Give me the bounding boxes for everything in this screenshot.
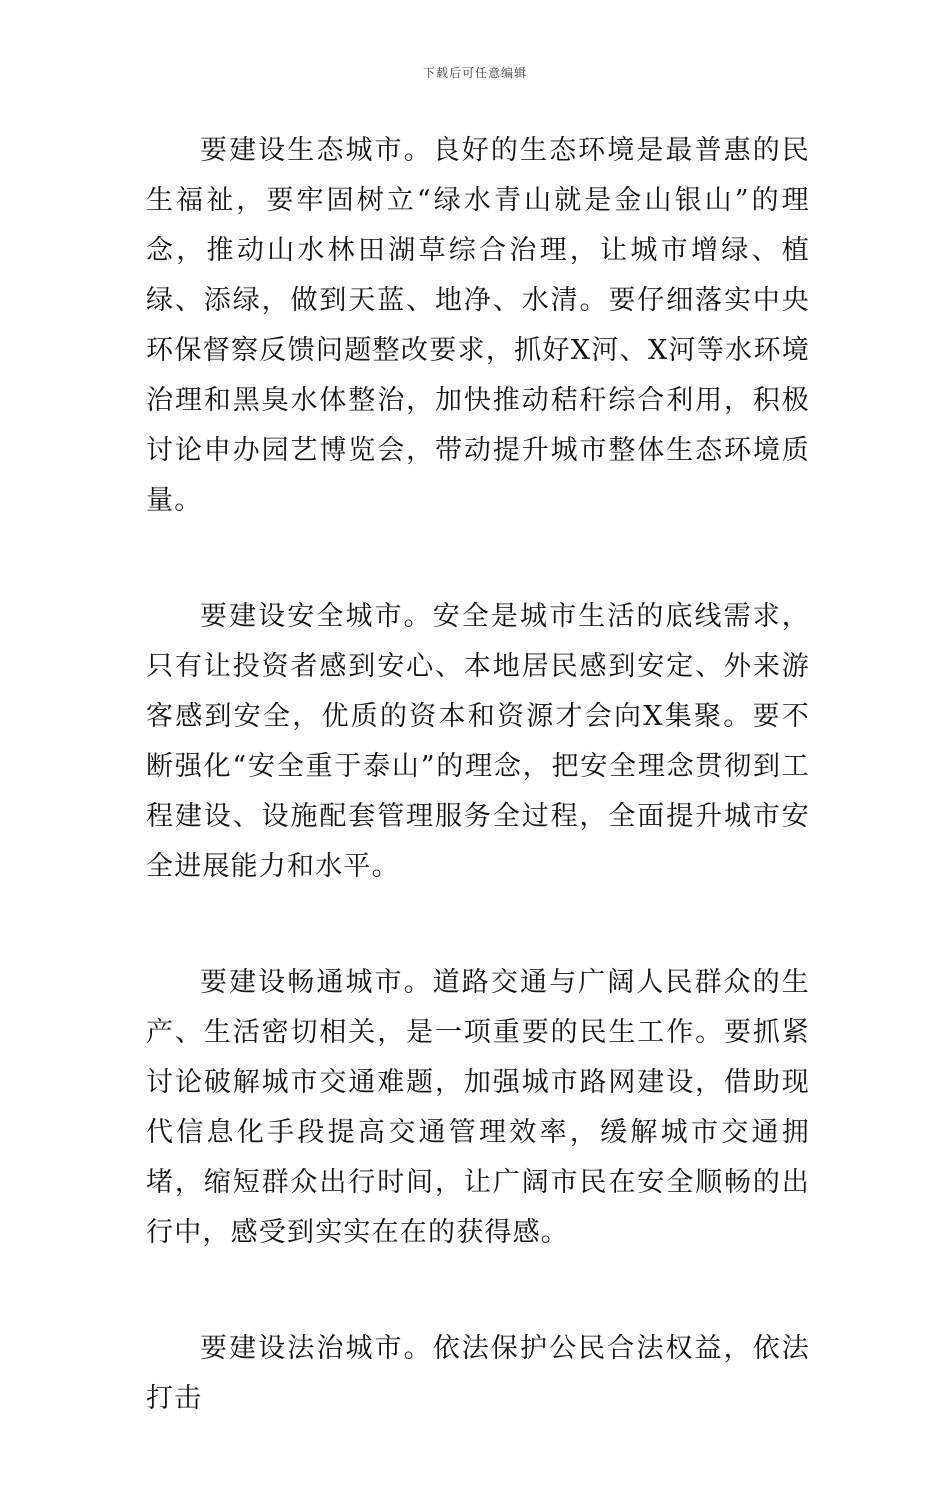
paragraph-smooth-city: 要建设畅通城市。道路交通与广阔人民群众的生产、生活密切相关，是一项重要的民生工作。要抓紧讨论破解城市交通难题，加强城市路网建设，借助现代信息化手段提高交通管理效率，缓解城市交通拥堵，缩短群众出行时间，让广阔市民在安全顺畅的出行中，感受到实实在在的获得感。 xyxy=(146,967,810,1248)
paragraph-rule-of-law-city: 要建设法治城市。依法保护公民合法权益，依法打击 xyxy=(146,1333,810,1414)
page-header: 下载后可任意编辑 xyxy=(422,66,527,80)
document-body xyxy=(146,126,810,1490)
paragraph-ecological-city: 要建设生态城市。良好的生态环境是最普惠的民生福祉，要牢固树立“绿水青山就是金山银山”的理念，推动山水林田湖草综合治理，让城市增绿、植绿、添绿，做到天蓝、地净、水清。要仔细落实中央环保督察反馈问题整改要求，抓好X河、X河等水环境治理和黑臭水体整治，加快推动秸秆综合利用，积极讨论申办园艺博览会，带动提升城市整体生态环境质量。 xyxy=(146,135,810,516)
paragraph-safe-city: 要建设安全城市。安全是城市生活的底线需求，只有让投资者感到安心、本地居民感到安定、外来游客感到安全，优质的资本和资源才会向X集聚。要不断强化“安全重于泰山”的理念，把安全理念贯彻到工程建设、设施配套管理服务全过程，全面提升城市安全进展能力和水平。 xyxy=(146,601,810,882)
